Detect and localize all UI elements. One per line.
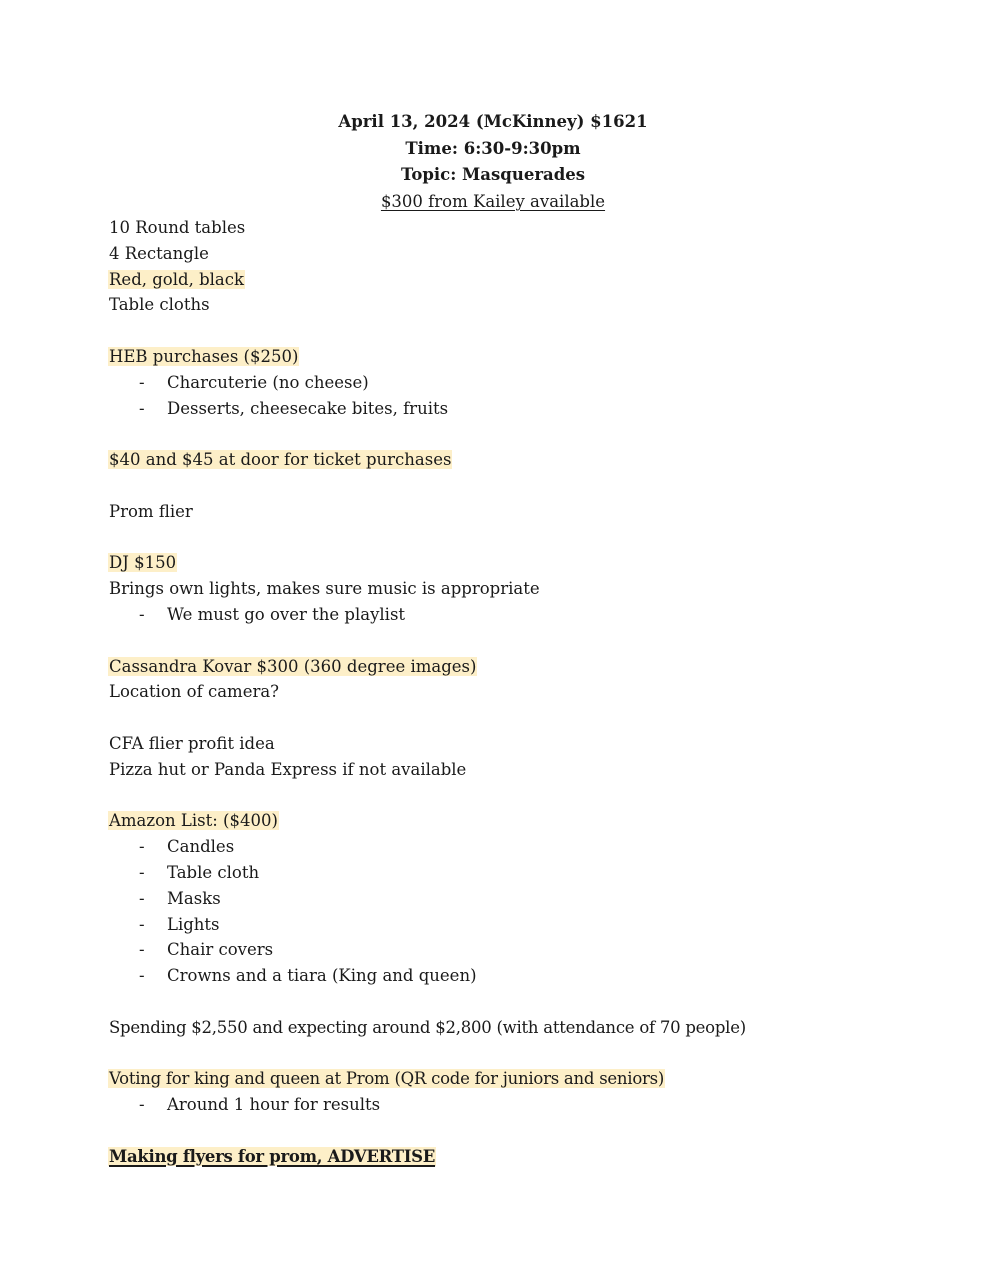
food-idea: CFA flier profit idea xyxy=(109,733,275,753)
amazon-title-line xyxy=(109,808,909,834)
list-item xyxy=(109,912,909,938)
list-item-text: Lights xyxy=(167,914,220,934)
budget-summary: Spending $2,550 and expecting around $2,800 (with attendance of 70 people) xyxy=(109,1017,746,1037)
action-item: Making flyers for prom, ADVERTISE xyxy=(109,1146,436,1166)
list-item xyxy=(109,860,909,886)
bullet-dash: - xyxy=(139,888,145,908)
spacer xyxy=(109,1041,909,1067)
spacer xyxy=(109,705,909,731)
list-item-text: Table cloth xyxy=(167,862,260,882)
tickets-line xyxy=(109,447,909,473)
list-item-text: We must go over the playlist xyxy=(167,604,406,624)
bullet-dash: - xyxy=(139,604,145,624)
document-header xyxy=(0,109,986,215)
bullet-dash: - xyxy=(139,837,145,857)
event-topic-line: Topic: Masquerades xyxy=(400,165,586,185)
amazon-title: Amazon List: ($400) xyxy=(109,811,278,831)
list-item xyxy=(109,1092,909,1118)
bullet-dash: - xyxy=(139,372,145,392)
table-cloths: Table cloths xyxy=(109,295,210,315)
notes-body xyxy=(109,215,909,1169)
list-item-text: Masks xyxy=(167,888,221,908)
heb-title: HEB purchases ($250) xyxy=(109,346,299,366)
list-item xyxy=(109,602,909,628)
photographer-title-line xyxy=(109,654,909,680)
list-item xyxy=(109,937,909,963)
heb-title-line xyxy=(109,344,909,370)
list-item xyxy=(109,886,909,912)
spacer xyxy=(109,525,909,551)
round-tables: 10 Round tables xyxy=(109,218,246,237)
dj-title: DJ $150 xyxy=(109,553,177,573)
food-fallback: Pizza hut or Panda Express if not available xyxy=(109,759,467,779)
list-item-text: Desserts, cheesecake bites, fruits xyxy=(167,398,449,418)
list-item xyxy=(109,396,909,422)
bullet-dash: - xyxy=(139,862,145,882)
funding-line: $300 from Kailey available xyxy=(380,191,606,211)
rectangle-tables: 4 Rectangle xyxy=(109,243,209,263)
color-scheme: Red, gold, black xyxy=(109,269,244,289)
event-time-line: Time: 6:30-9:30pm xyxy=(405,138,581,158)
bullet-dash: - xyxy=(139,914,145,934)
list-item-text: Around 1 hour for results xyxy=(167,1095,381,1115)
spacer xyxy=(109,318,909,344)
spacer xyxy=(109,989,909,1015)
list-item-text: Crowns and a tiara (King and queen) xyxy=(167,966,477,986)
list-item xyxy=(109,834,909,860)
ticket-prices: $40 and $45 at door for ticket purchases xyxy=(109,450,452,470)
list-item xyxy=(109,963,909,989)
spacer xyxy=(109,421,909,447)
list-item xyxy=(109,370,909,396)
photographer-title: Cassandra Kovar $300 (360 degree images) xyxy=(109,656,477,676)
list-item-text: Charcuterie (no cheese) xyxy=(167,372,369,392)
voting-title-line xyxy=(109,1066,909,1092)
spacer xyxy=(109,473,909,499)
prom-flier: Prom flier xyxy=(109,501,193,521)
spacer xyxy=(109,1118,909,1144)
bullet-dash: - xyxy=(139,1095,145,1115)
spacer xyxy=(109,628,909,654)
action-item-line xyxy=(109,1144,909,1170)
bullet-dash: - xyxy=(139,398,145,418)
color-scheme-line xyxy=(109,267,909,293)
voting-title: Voting for king and queen at Prom (QR code for juniors and seniors) xyxy=(109,1069,665,1089)
spacer xyxy=(109,783,909,809)
list-item-text: Candles xyxy=(167,837,235,857)
bullet-dash: - xyxy=(139,940,145,960)
dj-title-line xyxy=(109,550,909,576)
list-item-text: Chair covers xyxy=(167,940,274,960)
dj-note: Brings own lights, makes sure music is appropriate xyxy=(109,579,540,599)
bullet-dash: - xyxy=(139,966,145,986)
photographer-note: Location of camera? xyxy=(109,682,280,702)
event-date-line: April 13, 2024 (McKinney) $1621 xyxy=(338,112,648,131)
